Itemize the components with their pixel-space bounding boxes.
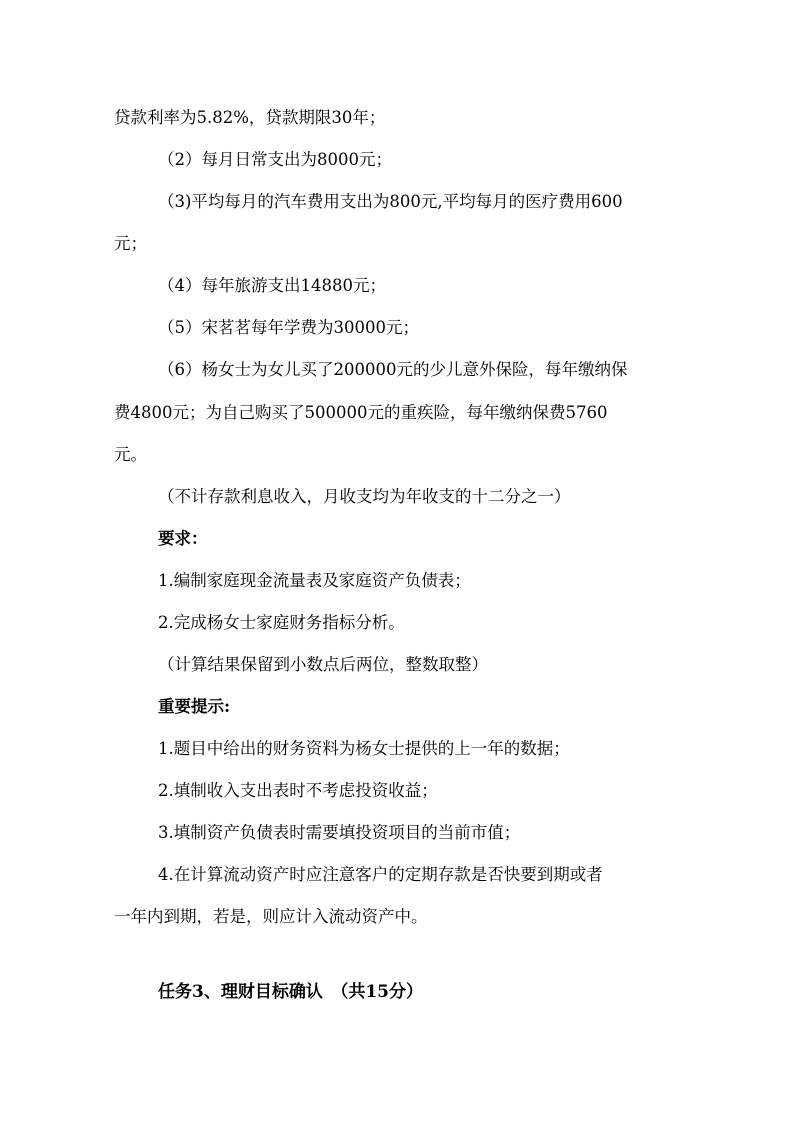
text-line: （计算结果保留到小数点后两位，整数取整） — [158, 655, 488, 674]
text-line: （2）每月日常支出为8000元； — [158, 150, 392, 169]
text-line: （不计存款利息收入，月收支均为年收支的十二分之一） — [158, 487, 571, 506]
text-line: 1.题目中给出的财务资料为杨女士提供的上一年的数据； — [158, 739, 570, 758]
section-heading: 要求： — [158, 529, 208, 548]
text-line: 一年内到期，若是，则应计入流动资产中。 — [114, 907, 428, 926]
text-line: （4）每年旅游支出14880元； — [158, 276, 386, 295]
text-line: 2.完成杨女士家庭财务指标分析。 — [158, 613, 405, 632]
text-line: 元； — [114, 234, 147, 253]
text-line: 1.编制家庭现金流量表及家庭资产负债表； — [158, 571, 471, 590]
text-line: （3)平均每月的汽车费用支出为800元,平均每月的医疗费用600 — [158, 192, 623, 211]
text-line: 贷款利率为5.82%，贷款期限30年； — [114, 108, 386, 127]
section-heading: 重要提示: — [158, 697, 231, 716]
text-line: 4.在计算流动资产时应注意客户的定期存款是否快要到期或者 — [158, 865, 603, 884]
text-line: 3.填制资产负债表时需要填投资项目的当前市值； — [158, 823, 521, 842]
text-line: 费4800元；为自己购买了500000元的重疾险，每年缴纳保费5760 — [114, 403, 608, 422]
text-line: （5）宋茗茗每年学费为30000元； — [158, 318, 419, 337]
text-line: 2.填制收入支出表时不考虑投资收益； — [158, 781, 438, 800]
task-heading: 任务3、理财目标确认 （共15分） — [158, 982, 423, 1002]
text-line: （6）杨女士为女儿买了200000元的少儿意外保险，每年缴纳保 — [158, 360, 628, 379]
text-line: 元。 — [114, 445, 147, 464]
